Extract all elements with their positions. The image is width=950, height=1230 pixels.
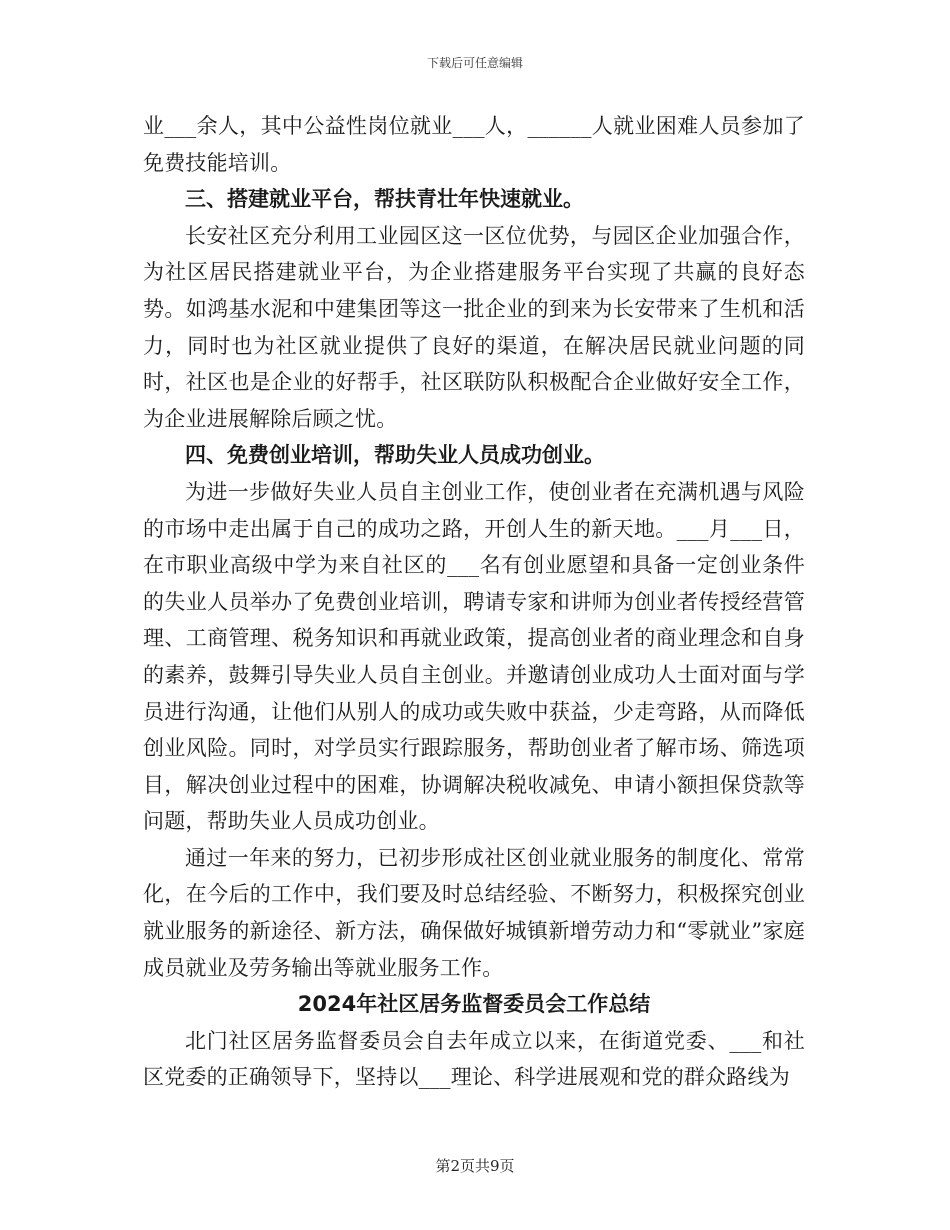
document-title: 2024年社区居务监督委员会工作总结: [297, 992, 651, 1017]
paragraph-conclusion: 通过一年来的努力，已初步形成社区创业就业服务的制度化、常常化，在今后的工作中，我们要及时总结经验、不断努力，积极探究创业就业服务的新途径、新方法，确保做好城镇新增劳动力和“零就业”家庭成员就业及劳务输出等就业服务工作。: [143, 845, 805, 980]
section-heading-3: 三、搭建就业平台，帮扶青壮年快速就业。: [185, 187, 584, 212]
paragraph-intro: 北门社区居务监督委员会自去年成立以来，在街道党委、___和社区党委的正确领导下，坚持以___理论、科学进展观和党的群众路线为: [143, 1028, 805, 1090]
paragraph-section-4: 为进一步做好失业人员自主创业工作，使创业者在充满机遇与风险的市场中走出属于自己的成功之路，开创人生的新天地。___月___日，在市职业高级中学为来自社区的___名有创业愿望和具备一定创业条件的失业人员举办了免费创业培训，聘请专家和讲师为创业者传授经营管理、工商管理、税务知识和再就业政策，提高创业者的商业理念和自身的素养，鼓舞引导失业人员自主创业。并邀请创业成功人士面对面与学员进行沟通，让他们从别人的成功或失败中获益，少走弯路，从而降低创业风险。同时，对学员实行跟踪服务，帮助创业者了解市场、筛选项目，解决创业过程中的困难，协调解决税收减免、申请小额担保贷款等问题，帮助失业人员成功创业。: [143, 479, 805, 834]
paragraph-continuation: 业___余人，其中公益性岗位就业___人，______人就业困难人员参加了免费技能培训。: [143, 114, 805, 175]
section-heading-4: 四、免费创业培训，帮助失业人员成功创业。: [185, 443, 605, 468]
header-note: 下载后可任意编辑: [426, 56, 523, 70]
page-footer: 第2页共9页: [435, 1157, 515, 1175]
paragraph-section-3: 长安社区充分利用工业园区这一区位优势，与园区企业加强合作，为社区居民搭建就业平台，为企业搭建服务平台实现了共赢的良好态势。如鸿基水泥和中建集团等这一批企业的到来为长安带来了生机和活力，同时也为社区就业提供了良好的渠道，在解决居民就业问题的同时，社区也是企业的好帮手，社区联防队积极配合企业做好安全工作，为企业进展解除后顾之忧。: [143, 223, 805, 431]
document-body: [143, 108, 805, 1096]
